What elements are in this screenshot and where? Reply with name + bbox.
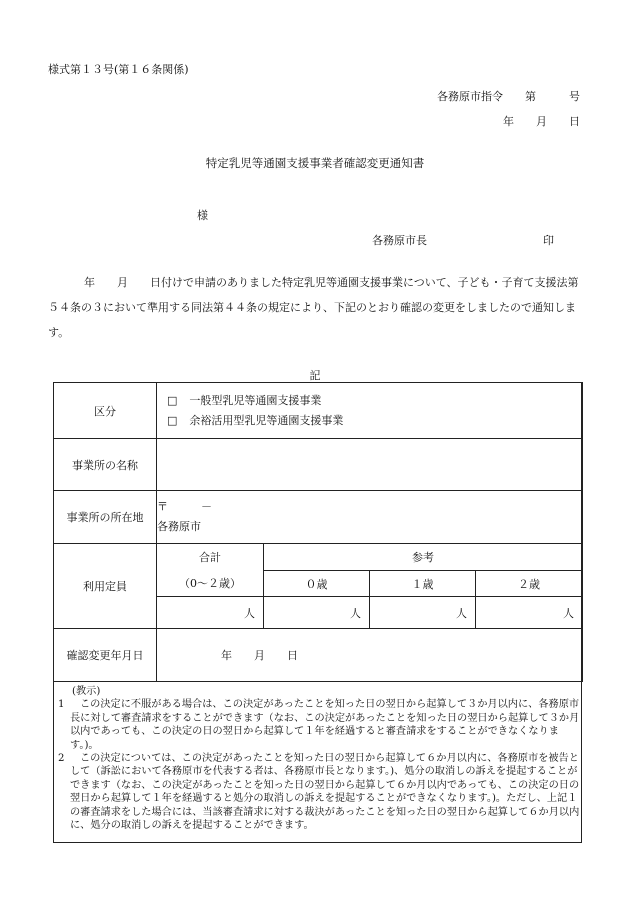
reference-label: 参考	[264, 544, 583, 571]
row-name	[54, 439, 583, 491]
checkbox-icon[interactable]: □	[167, 393, 178, 407]
age-1-label: １歳	[370, 571, 476, 597]
city-name: 各務原市	[157, 520, 201, 533]
note-text: この決定については、この決定があったことを知った日の翌日から起算して６か月以内に、各務原市を被告として（訴訟において各務原市を代表する者は、各務原市長となります。)、処分の取消しの訴えを提起することができます（なお、この決定があったことを知った日の翌日から起算して６か月以内であっても、この決定の日の翌日から起算して１年を経過すると処分の取消しの訴えを提起することができなくなります。)。ただし、上記１の審査請求をした場合には、当該審査請求に対する裁決があったことを知った日の翌日から起算して６か月以内に、処分の取消しの訴えを提起することができます。	[70, 753, 580, 832]
age-1-count-field[interactable]: 人	[370, 597, 476, 629]
total-count-field[interactable]: 人	[157, 597, 264, 629]
category-option-surplus[interactable]: □ 余裕活用型乳児等通園支援事業	[157, 411, 582, 431]
facility-location-field[interactable]	[157, 491, 583, 544]
ki-heading: 記	[309, 369, 321, 382]
body-paragraph: 年 月 日付けで申請のありました特定乳児等通園支援事業について、子ども・子育て支援法第５４条の３において準用する同法第４４条の規定により、下記のとおり確認の変更をしましたので通知します。	[48, 276, 579, 339]
notes-section	[58, 685, 580, 832]
row-change-date	[54, 629, 583, 682]
total-label: 合計	[157, 544, 264, 571]
row-category	[54, 383, 583, 439]
age-2-label: ２歳	[476, 571, 583, 597]
checkbox-icon[interactable]: □	[167, 413, 178, 427]
addressee: 様	[197, 209, 208, 222]
postal-code: 〒 －	[157, 500, 212, 513]
issue-date: 年 月 日	[503, 115, 580, 128]
category-label: 区分	[54, 383, 157, 439]
note-item	[58, 752, 580, 832]
facility-name-label: 事業所の名称	[54, 439, 157, 491]
row-location	[54, 491, 583, 544]
total-age-range: （0～２歳）	[157, 571, 264, 597]
note-item	[58, 698, 580, 752]
facility-name-field[interactable]	[157, 439, 583, 491]
document-title: 特定乳児等通園支援事業者確認変更通知書	[205, 156, 425, 170]
age-2-count-field[interactable]: 人	[476, 597, 583, 629]
form-number: 様式第１３号(第１６条関係)	[48, 63, 189, 76]
row-capacity-head	[54, 544, 583, 571]
notes-heading: (教示)	[72, 686, 101, 697]
seal-mark: 印	[543, 234, 554, 247]
facility-location-label: 事業所の所在地	[54, 491, 157, 544]
details-table	[53, 382, 583, 682]
age-0-count-field[interactable]: 人	[264, 597, 370, 629]
capacity-label: 利用定員	[54, 544, 157, 629]
age-0-label: ０歳	[264, 571, 370, 597]
change-date-field[interactable]: 年 月 日	[157, 629, 583, 682]
category-options	[157, 383, 583, 439]
note-number: 1	[58, 699, 65, 711]
change-date-label: 確認変更年月日	[54, 629, 157, 682]
note-number: 2	[58, 753, 65, 765]
issuer: 各務原市長	[372, 234, 427, 247]
category-option-general[interactable]: □ 一般型乳児等通園支援事業	[157, 391, 582, 411]
reference-number: 各務原市指令 第 号	[437, 90, 580, 103]
note-text: この決定に不服がある場合は、この決定があったことを知った日の翌日から起算して３か月以内に、各務原市長に対して審査請求をすることができます（なお、この決定があったことを知った日の翌日から起算して３か月以内であっても、この決定の日の翌日から起算して１年を経過すると審査請求をすることができなくなります。)。	[70, 699, 580, 751]
